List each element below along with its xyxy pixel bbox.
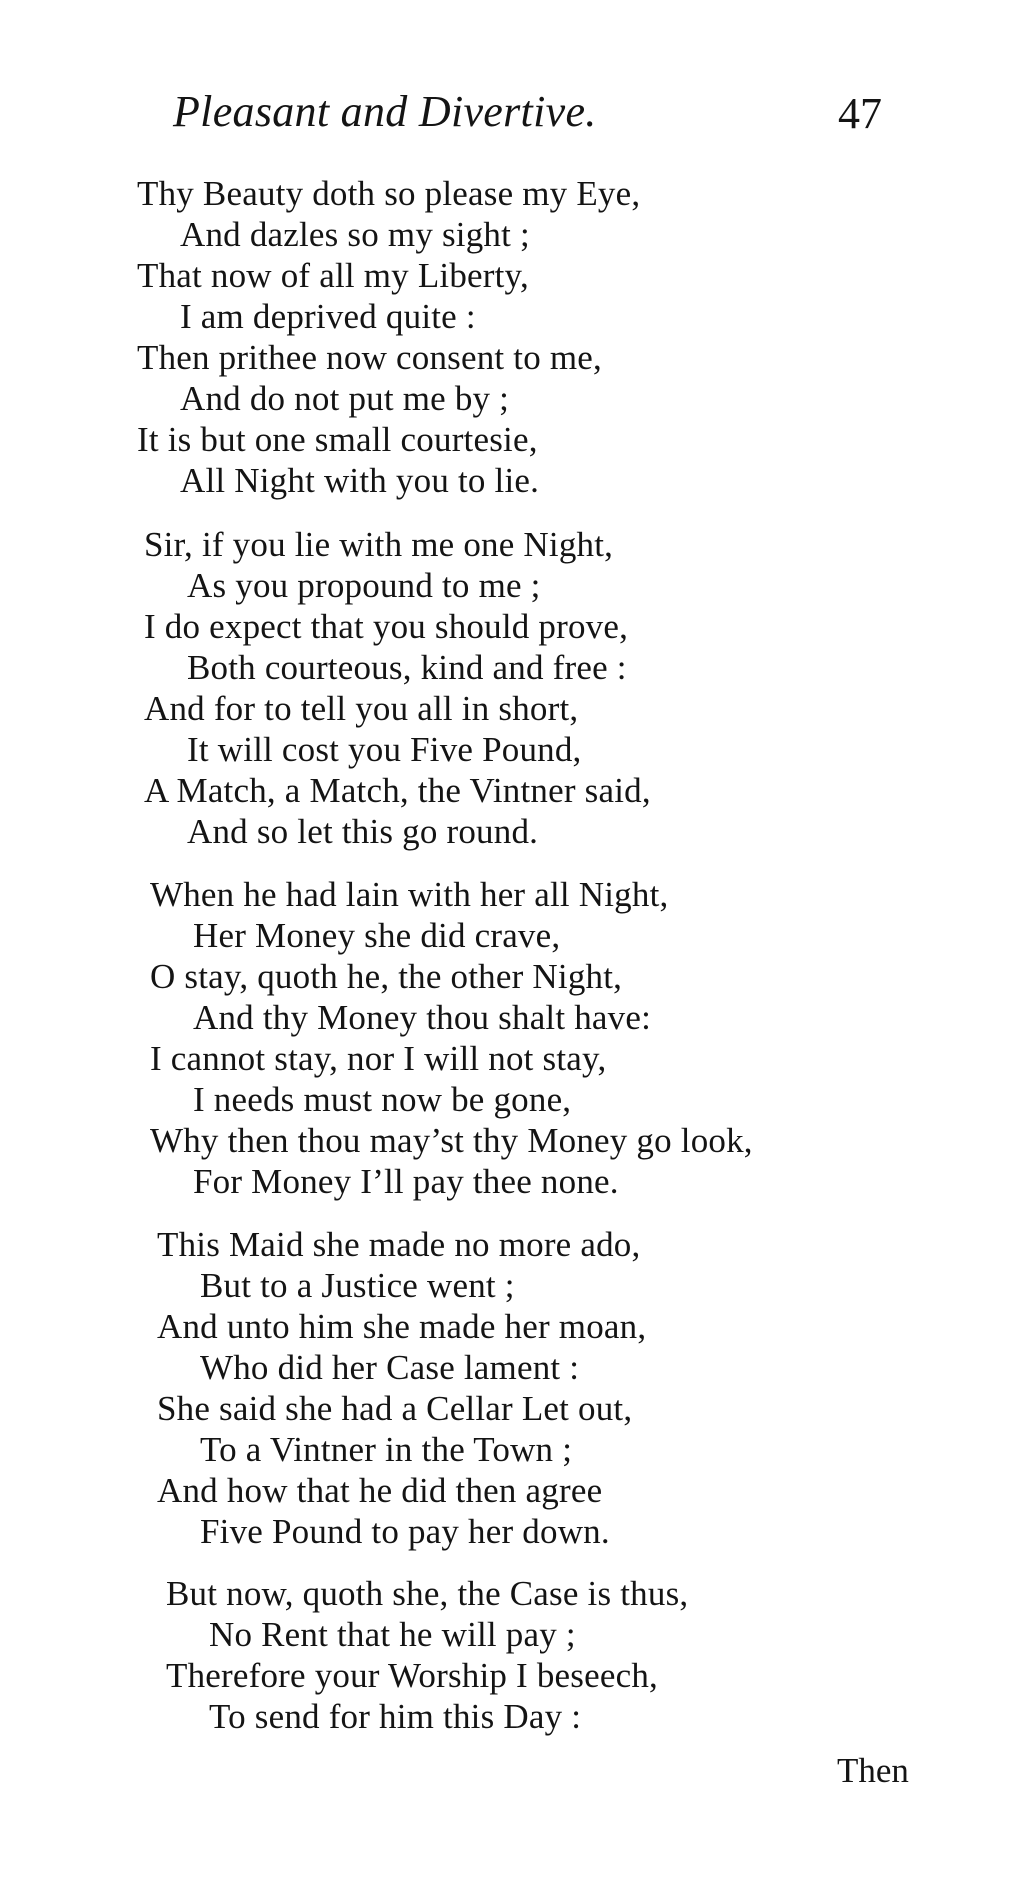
verse-line: This Maid she made no more ado,: [157, 1225, 641, 1264]
verse-line: To send for him this Day :: [209, 1697, 582, 1736]
verse-line: All Night with you to lie.: [180, 461, 540, 500]
verse-line: And unto him she made her moan,: [157, 1307, 647, 1346]
verse-line: And for to tell you all in short,: [144, 689, 579, 728]
running-title: Pleasant and Divertive.: [173, 87, 597, 136]
verse-line: And dazles so my sight ;: [180, 215, 530, 254]
verse-line: And do not put me by ;: [180, 379, 510, 418]
verse-line: I am deprived quite :: [180, 297, 476, 336]
verse-line: No Rent that he will pay ;: [209, 1615, 576, 1654]
verse-line: And thy Money thou shalt have:: [193, 998, 652, 1037]
verse-line: I needs must now be gone,: [193, 1080, 572, 1119]
stanza-5: [166, 1573, 946, 1737]
verse-line: When he had lain with her all Night,: [150, 875, 669, 914]
verse-line: For Money I’ll pay thee none.: [193, 1162, 619, 1201]
verse-line: Her Money she did crave,: [193, 916, 561, 955]
verse-line: Sir, if you lie with me one Night,: [144, 525, 614, 564]
verse-line: Both courteous, kind and free :: [187, 648, 627, 687]
verse-line: That now of all my Liberty,: [137, 256, 529, 295]
page-number: 47: [838, 89, 882, 138]
verse-line: Then prithee now consent to me,: [137, 338, 602, 377]
stanza-4: [157, 1224, 937, 1552]
verse-line: Five Pound to pay her down.: [200, 1512, 610, 1551]
verse-line: It will cost you Five Pound,: [187, 730, 582, 769]
stanza-3: [150, 874, 930, 1202]
verse-line: O stay, quoth he, the other Night,: [150, 957, 623, 996]
stanza-1: [137, 173, 917, 501]
verse-line: I do expect that you should prove,: [144, 607, 629, 646]
verse-line: But now, quoth she, the Case is thus,: [166, 1574, 689, 1613]
verse-line: Who did her Case lament :: [200, 1348, 580, 1387]
verse-line: Thy Beauty doth so please my Eye,: [137, 174, 641, 213]
stanza-2: [144, 524, 924, 852]
verse-line: I cannot stay, nor I will not stay,: [150, 1039, 607, 1078]
verse-line: Why then thou may’st thy Money go look,: [150, 1121, 753, 1160]
verse-line: It is but one small courtesie,: [137, 420, 538, 459]
verse-line: And how that he did then agree: [157, 1471, 603, 1510]
verse-line: And so let this go round.: [187, 812, 539, 851]
verse-line: As you propound to me ;: [187, 566, 541, 605]
verse-line: To a Vintner in the Town ;: [200, 1430, 573, 1469]
verse-line: Therefore your Worship I beseech,: [166, 1656, 658, 1695]
verse-line: A Match, a Match, the Vintner said,: [144, 771, 651, 810]
verse-line: She said she had a Cellar Let out,: [157, 1389, 633, 1428]
verse-line: But to a Justice went ;: [200, 1266, 515, 1305]
catchword: Then: [837, 1751, 909, 1790]
